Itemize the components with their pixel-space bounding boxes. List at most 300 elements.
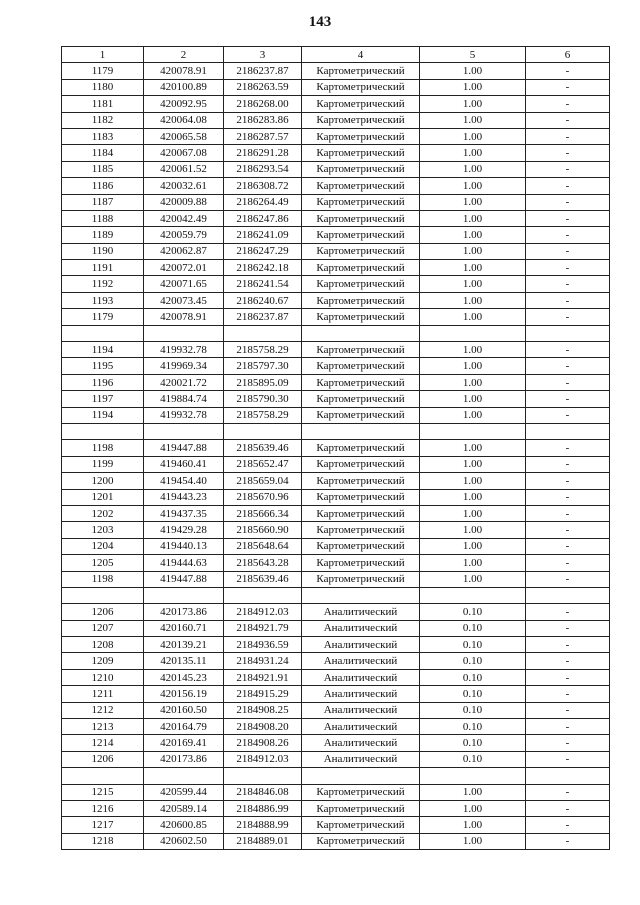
- page-number: 143: [308, 14, 332, 30]
- table-cell: 420073.45: [144, 292, 224, 308]
- table-cell: -: [526, 440, 610, 456]
- table-cell: Картометрический: [302, 538, 420, 554]
- table-cell: -: [526, 342, 610, 358]
- table-cell: 420059.79: [144, 227, 224, 243]
- table-cell: 0.10: [420, 719, 526, 735]
- table-row: [62, 522, 610, 538]
- table-cell: 0.10: [420, 604, 526, 620]
- table-cell: 1194: [62, 342, 144, 358]
- table-cell: 2185797.30: [224, 358, 302, 374]
- table-cell: 1.00: [420, 784, 526, 800]
- table-cell: 420173.86: [144, 604, 224, 620]
- table-cell: -: [526, 96, 610, 112]
- table-separator-row: [62, 587, 610, 603]
- table-cell: 1.00: [420, 292, 526, 308]
- table-row: [62, 128, 610, 144]
- table-cell: 1179: [62, 309, 144, 325]
- table-cell: 1.00: [420, 96, 526, 112]
- table-cell: 2185666.34: [224, 505, 302, 521]
- table-cell: [420, 423, 526, 439]
- table-cell: [526, 587, 610, 603]
- table-row: [62, 63, 610, 79]
- table-cell: 1.00: [420, 391, 526, 407]
- table-cell: Аналитический: [302, 719, 420, 735]
- table-row: [62, 571, 610, 587]
- table-cell: -: [526, 817, 610, 833]
- table-separator-row: [62, 423, 610, 439]
- table-row: [62, 817, 610, 833]
- table-cell: 1.00: [420, 227, 526, 243]
- table-cell: Аналитический: [302, 669, 420, 685]
- table-cell: 1210: [62, 669, 144, 685]
- table-cell: 1.00: [420, 161, 526, 177]
- table-cell: 1.00: [420, 309, 526, 325]
- table-row: [62, 243, 610, 259]
- table-cell: Картометрический: [302, 555, 420, 571]
- table-cell: Картометрический: [302, 145, 420, 161]
- table-cell: -: [526, 276, 610, 292]
- table-cell: 1187: [62, 194, 144, 210]
- table-cell: -: [526, 751, 610, 767]
- table-cell: [224, 423, 302, 439]
- table-cell: Аналитический: [302, 751, 420, 767]
- table-row: [62, 309, 610, 325]
- table-cell: Аналитический: [302, 653, 420, 669]
- table-cell: 0.10: [420, 686, 526, 702]
- table-cell: -: [526, 538, 610, 554]
- table-row: [62, 79, 610, 95]
- table-row: [62, 391, 610, 407]
- table-cell: 2184931.24: [224, 653, 302, 669]
- table-cell: [144, 587, 224, 603]
- table-cell: 420173.86: [144, 751, 224, 767]
- table-cell: 420160.50: [144, 702, 224, 718]
- table-cell: 1213: [62, 719, 144, 735]
- table-cell: 2186241.54: [224, 276, 302, 292]
- table-cell: -: [526, 669, 610, 685]
- table-cell: 2186240.67: [224, 292, 302, 308]
- table-cell: 1.00: [420, 817, 526, 833]
- table-cell: 1.00: [420, 473, 526, 489]
- table-cell: 1217: [62, 817, 144, 833]
- table-cell: 0.10: [420, 669, 526, 685]
- table-cell: Картометрический: [302, 63, 420, 79]
- table-row: [62, 456, 610, 472]
- table-header-row: [62, 47, 610, 63]
- table-cell: 1180: [62, 79, 144, 95]
- table-cell: Картометрический: [302, 292, 420, 308]
- table-cell: 1.00: [420, 538, 526, 554]
- table-cell: 1.00: [420, 128, 526, 144]
- table-cell: 2185652.47: [224, 456, 302, 472]
- table-cell: [62, 423, 144, 439]
- table-cell: -: [526, 260, 610, 276]
- table-cell: 420071.65: [144, 276, 224, 292]
- table-cell: 1.00: [420, 178, 526, 194]
- table-cell: 420032.61: [144, 178, 224, 194]
- table-cell: -: [526, 735, 610, 751]
- table-cell: 2184908.20: [224, 719, 302, 735]
- table-cell: Картометрический: [302, 440, 420, 456]
- table-row: [62, 538, 610, 554]
- table-cell: Аналитический: [302, 604, 420, 620]
- table-cell: 1201: [62, 489, 144, 505]
- table-cell: 2185660.90: [224, 522, 302, 538]
- table-cell: 1191: [62, 260, 144, 276]
- table-cell: 1.00: [420, 63, 526, 79]
- table-cell: 1.00: [420, 555, 526, 571]
- table-cell: 2186241.09: [224, 227, 302, 243]
- table-cell: -: [526, 555, 610, 571]
- table-row: [62, 407, 610, 423]
- table-cell: Картометрический: [302, 79, 420, 95]
- column-header: 2: [144, 47, 224, 63]
- table-cell: 0.10: [420, 751, 526, 767]
- column-header: 3: [224, 47, 302, 63]
- table-cell: Аналитический: [302, 620, 420, 636]
- table-cell: 1192: [62, 276, 144, 292]
- table-cell: 1179: [62, 63, 144, 79]
- table-row: [62, 227, 610, 243]
- table-cell: 1208: [62, 637, 144, 653]
- table-cell: [302, 768, 420, 784]
- table-cell: Картометрический: [302, 358, 420, 374]
- table-cell: 1.00: [420, 210, 526, 226]
- table-cell: 420061.52: [144, 161, 224, 177]
- table-row: [62, 505, 610, 521]
- table-cell: -: [526, 407, 610, 423]
- table-cell: 1.00: [420, 456, 526, 472]
- table-cell: -: [526, 145, 610, 161]
- table-cell: 420065.58: [144, 128, 224, 144]
- table-cell: 1218: [62, 833, 144, 849]
- table-cell: 0.10: [420, 653, 526, 669]
- table-cell: 2186242.18: [224, 260, 302, 276]
- table-cell: 419454.40: [144, 473, 224, 489]
- table-cell: 1182: [62, 112, 144, 128]
- table-cell: -: [526, 358, 610, 374]
- table-cell: [62, 768, 144, 784]
- table-cell: Картометрический: [302, 260, 420, 276]
- table-row: [62, 260, 610, 276]
- table-cell: 0.10: [420, 735, 526, 751]
- table-cell: 2184886.99: [224, 800, 302, 816]
- table-cell: 420064.08: [144, 112, 224, 128]
- table-cell: 1216: [62, 800, 144, 816]
- table-cell: 2185648.64: [224, 538, 302, 554]
- table-cell: 1.00: [420, 374, 526, 390]
- table-cell: 420067.08: [144, 145, 224, 161]
- table-cell: 2185790.30: [224, 391, 302, 407]
- table-cell: 1212: [62, 702, 144, 718]
- table-cell: [224, 325, 302, 341]
- table-cell: 1209: [62, 653, 144, 669]
- table-row: [62, 620, 610, 636]
- table-cell: 2185639.46: [224, 571, 302, 587]
- table-cell: [224, 587, 302, 603]
- table-cell: -: [526, 79, 610, 95]
- table-cell: [302, 325, 420, 341]
- table-cell: -: [526, 210, 610, 226]
- table-cell: 1198: [62, 571, 144, 587]
- table-cell: 420009.88: [144, 194, 224, 210]
- table-cell: 2185758.29: [224, 342, 302, 358]
- table-cell: -: [526, 604, 610, 620]
- table-cell: 2186264.49: [224, 194, 302, 210]
- table-row: [62, 194, 610, 210]
- table-cell: 1198: [62, 440, 144, 456]
- table-cell: 420042.49: [144, 210, 224, 226]
- table-cell: 2184912.03: [224, 751, 302, 767]
- table-row: [62, 292, 610, 308]
- table-row: [62, 735, 610, 751]
- table-cell: 1.00: [420, 243, 526, 259]
- table-cell: 1185: [62, 161, 144, 177]
- table-cell: Картометрический: [302, 407, 420, 423]
- table-cell: 420072.01: [144, 260, 224, 276]
- table-cell: [224, 768, 302, 784]
- table-cell: 1189: [62, 227, 144, 243]
- table-cell: Картометрический: [302, 800, 420, 816]
- table-cell: 420078.91: [144, 63, 224, 79]
- table-cell: 2185758.29: [224, 407, 302, 423]
- table-cell: 419884.74: [144, 391, 224, 407]
- table-cell: 2185639.46: [224, 440, 302, 456]
- table-cell: Картометрический: [302, 522, 420, 538]
- table-cell: 420145.23: [144, 669, 224, 685]
- table-cell: 2186237.87: [224, 63, 302, 79]
- table-cell: 1214: [62, 735, 144, 751]
- table-cell: 0.10: [420, 702, 526, 718]
- column-header: 1: [62, 47, 144, 63]
- table-cell: 2184889.01: [224, 833, 302, 849]
- table-cell: [62, 587, 144, 603]
- table-cell: 420078.91: [144, 309, 224, 325]
- table-cell: Картометрический: [302, 194, 420, 210]
- table-cell: 1196: [62, 374, 144, 390]
- table-row: [62, 210, 610, 226]
- table-cell: 420599.44: [144, 784, 224, 800]
- table-cell: 1183: [62, 128, 144, 144]
- table-cell: 1190: [62, 243, 144, 259]
- table-cell: 1.00: [420, 800, 526, 816]
- table-cell: -: [526, 653, 610, 669]
- table-cell: 420100.89: [144, 79, 224, 95]
- table-cell: Картометрический: [302, 571, 420, 587]
- table-cell: -: [526, 63, 610, 79]
- table-cell: 419932.78: [144, 407, 224, 423]
- table-cell: 420164.79: [144, 719, 224, 735]
- table-cell: 419429.28: [144, 522, 224, 538]
- table-cell: 2186237.87: [224, 309, 302, 325]
- table-cell: 1204: [62, 538, 144, 554]
- table-cell: -: [526, 309, 610, 325]
- table-cell: 1215: [62, 784, 144, 800]
- table-cell: 0.10: [420, 620, 526, 636]
- table-cell: 419444.63: [144, 555, 224, 571]
- table-row: [62, 833, 610, 849]
- table-cell: -: [526, 292, 610, 308]
- table-cell: 1199: [62, 456, 144, 472]
- table-row: [62, 489, 610, 505]
- table-cell: 1195: [62, 358, 144, 374]
- table-body: [62, 63, 610, 850]
- table-row: [62, 145, 610, 161]
- table-cell: -: [526, 686, 610, 702]
- table-cell: 1.00: [420, 833, 526, 849]
- table-cell: -: [526, 374, 610, 390]
- table-cell: 1206: [62, 751, 144, 767]
- table-row: [62, 555, 610, 571]
- table-cell: 420021.72: [144, 374, 224, 390]
- table-cell: 1.00: [420, 407, 526, 423]
- table-cell: -: [526, 800, 610, 816]
- table-cell: Картометрический: [302, 833, 420, 849]
- table-separator-row: [62, 325, 610, 341]
- table-row: [62, 686, 610, 702]
- table-cell: 1188: [62, 210, 144, 226]
- table-cell: 420156.19: [144, 686, 224, 702]
- table-cell: 1.00: [420, 522, 526, 538]
- coordinates-table: [61, 46, 610, 850]
- table-cell: [526, 325, 610, 341]
- table-cell: 1.00: [420, 276, 526, 292]
- table-cell: Картометрический: [302, 391, 420, 407]
- table-row: [62, 669, 610, 685]
- table-cell: 420600.85: [144, 817, 224, 833]
- table-cell: 1.00: [420, 145, 526, 161]
- table-row: [62, 800, 610, 816]
- table-cell: -: [526, 719, 610, 735]
- table-cell: Картометрический: [302, 276, 420, 292]
- table-cell: 420092.95: [144, 96, 224, 112]
- table-cell: 1.00: [420, 440, 526, 456]
- table-cell: 2186293.54: [224, 161, 302, 177]
- table-cell: -: [526, 456, 610, 472]
- table-cell: 2185659.04: [224, 473, 302, 489]
- table-cell: -: [526, 833, 610, 849]
- table-cell: -: [526, 637, 610, 653]
- table-cell: 2186308.72: [224, 178, 302, 194]
- table-cell: Картометрический: [302, 112, 420, 128]
- table-cell: Аналитический: [302, 686, 420, 702]
- table-separator-row: [62, 768, 610, 784]
- table-cell: 1206: [62, 604, 144, 620]
- table-cell: 420602.50: [144, 833, 224, 849]
- table-cell: 1.00: [420, 342, 526, 358]
- table-cell: 2186291.28: [224, 145, 302, 161]
- table-cell: Картометрический: [302, 96, 420, 112]
- table-cell: 419460.41: [144, 456, 224, 472]
- table-cell: [526, 768, 610, 784]
- table-cell: 420169.41: [144, 735, 224, 751]
- table-cell: -: [526, 571, 610, 587]
- table-cell: 1193: [62, 292, 144, 308]
- table-cell: 1200: [62, 473, 144, 489]
- table-cell: 1.00: [420, 505, 526, 521]
- table-cell: -: [526, 620, 610, 636]
- table-cell: 2184921.79: [224, 620, 302, 636]
- table-cell: 2186247.29: [224, 243, 302, 259]
- table-row: [62, 96, 610, 112]
- table-cell: 419443.23: [144, 489, 224, 505]
- column-header: 4: [302, 47, 420, 63]
- table-cell: 1.00: [420, 358, 526, 374]
- table-cell: 2186283.86: [224, 112, 302, 128]
- table-cell: 419932.78: [144, 342, 224, 358]
- table-cell: 1181: [62, 96, 144, 112]
- column-header: 5: [420, 47, 526, 63]
- table-cell: [420, 325, 526, 341]
- table-cell: [144, 325, 224, 341]
- table-cell: Картометрический: [302, 784, 420, 800]
- table-cell: [144, 423, 224, 439]
- table-cell: Картометрический: [302, 161, 420, 177]
- table-cell: 420160.71: [144, 620, 224, 636]
- table-cell: -: [526, 178, 610, 194]
- table-cell: 2185895.09: [224, 374, 302, 390]
- table-cell: 419447.88: [144, 440, 224, 456]
- table-row: [62, 178, 610, 194]
- table-cell: 0.10: [420, 637, 526, 653]
- table-cell: [526, 423, 610, 439]
- table-cell: 2184908.26: [224, 735, 302, 751]
- table-cell: Картометрический: [302, 489, 420, 505]
- table-cell: [420, 768, 526, 784]
- table-cell: -: [526, 784, 610, 800]
- table-cell: 1203: [62, 522, 144, 538]
- table-cell: 2184915.29: [224, 686, 302, 702]
- table-cell: 419969.34: [144, 358, 224, 374]
- table-row: [62, 751, 610, 767]
- table-cell: 419447.88: [144, 571, 224, 587]
- table-row: [62, 784, 610, 800]
- table-cell: Картометрический: [302, 374, 420, 390]
- table-cell: 2184846.08: [224, 784, 302, 800]
- table-cell: 2186287.57: [224, 128, 302, 144]
- table-cell: -: [526, 128, 610, 144]
- table-cell: 2184921.91: [224, 669, 302, 685]
- table-cell: Картометрический: [302, 178, 420, 194]
- table-row: [62, 719, 610, 735]
- table-row: [62, 342, 610, 358]
- table-cell: 1197: [62, 391, 144, 407]
- table-cell: [420, 587, 526, 603]
- table-cell: Аналитический: [302, 735, 420, 751]
- table-cell: Картометрический: [302, 342, 420, 358]
- table-cell: Картометрический: [302, 210, 420, 226]
- table-cell: 1207: [62, 620, 144, 636]
- table-cell: 1.00: [420, 489, 526, 505]
- table-cell: Картометрический: [302, 227, 420, 243]
- table-cell: Картометрический: [302, 128, 420, 144]
- table-cell: 1205: [62, 555, 144, 571]
- table-row: [62, 637, 610, 653]
- table-cell: [302, 587, 420, 603]
- table-cell: 420135.11: [144, 653, 224, 669]
- table-cell: 2184888.99: [224, 817, 302, 833]
- table-row: [62, 604, 610, 620]
- table-cell: 420589.14: [144, 800, 224, 816]
- table-cell: 1211: [62, 686, 144, 702]
- table-cell: Аналитический: [302, 637, 420, 653]
- table-cell: -: [526, 161, 610, 177]
- table-cell: 1.00: [420, 571, 526, 587]
- table-cell: 1.00: [420, 194, 526, 210]
- table-cell: 420062.87: [144, 243, 224, 259]
- table-cell: Картометрический: [302, 309, 420, 325]
- table-cell: 2185643.28: [224, 555, 302, 571]
